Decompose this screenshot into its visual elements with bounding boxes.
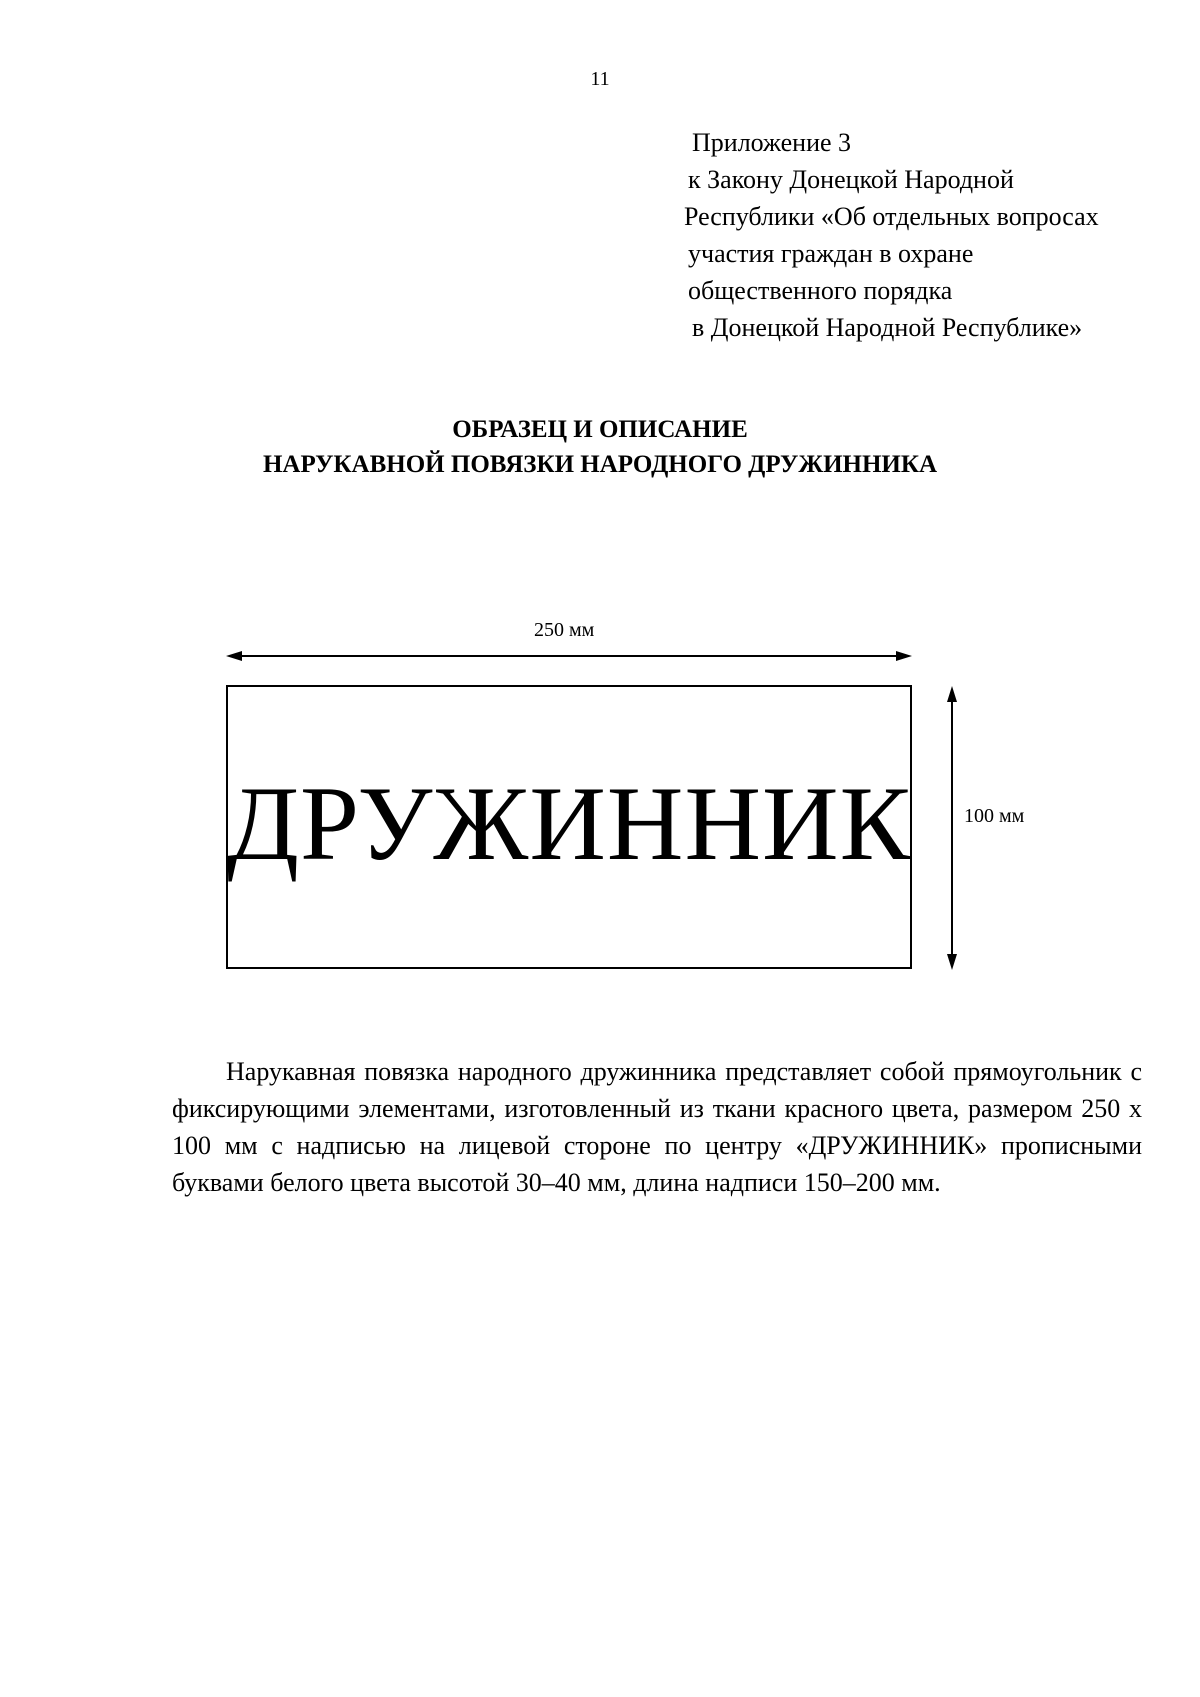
height-dimension-label: 100 мм [964,805,1025,827]
armband-inscription: ДРУЖИННИК [226,765,912,882]
description-paragraph: Нарукавная повязка народного дружинника представляет собой прямоугольник с фиксирующими элементами, изготовленный из ткани красного цвета, размером 250 х 100 мм с надписью на лицевой стороне по центру «ДРУЖИННИК» прописными буквами белого цвета высотой 30–40 мм, длина надписи 150–200 мм. [172,1057,1142,1197]
appendix-line: участия граждан в охране [688,239,974,268]
title-line: НАРУКАВНОЙ ПОВЯЗКИ НАРОДНОГО ДРУЖИННИКА [262,451,938,478]
appendix-line: общественного порядка [688,276,953,305]
appendix-line: Республики «Об отдельных вопросах [684,202,1099,231]
appendix-header [684,124,1158,346]
height-dimension-arrow [947,686,957,970]
appendix-line: в Донецкой Народной Республике» [692,313,1083,342]
title-line: ОБРАЗЕЦ И ОПИСАНИЕ [452,416,748,443]
appendix-line: к Закону Донецкой Народной [688,165,1014,194]
document-title [0,412,1200,482]
armband-sample [226,685,912,969]
appendix-line: Приложение 3 [692,128,852,157]
page-number: 11 [590,68,610,90]
width-dimension-arrow [226,651,912,661]
width-dimension-label: 250 мм [530,619,598,642]
